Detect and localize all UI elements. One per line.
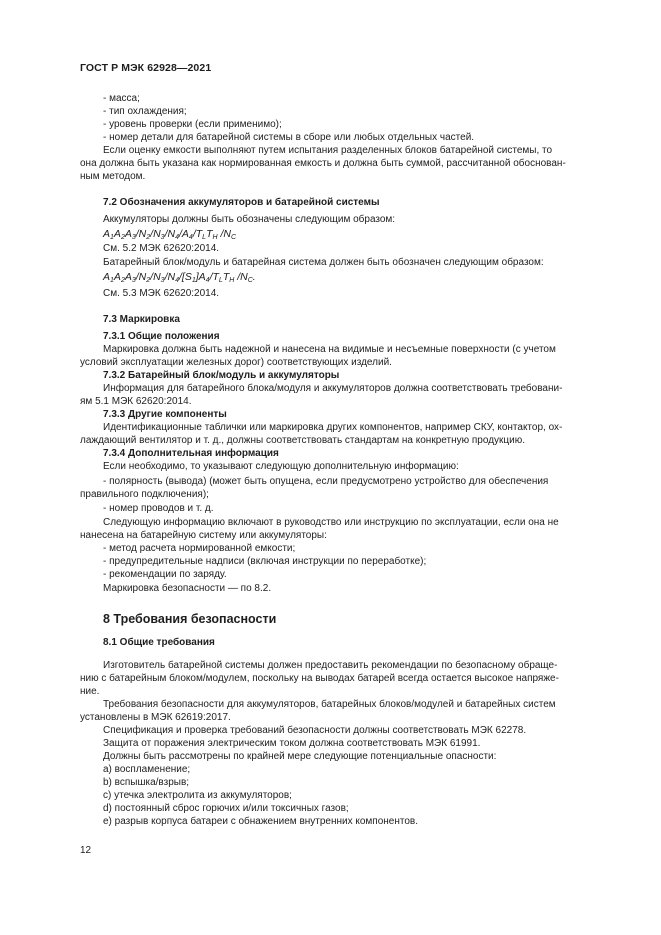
paragraph-line: Если необходимо, то указывают следующую дополнительную информацию: [103,461,459,472]
paragraph-line: Следующую информацию включают в руководство или инструкцию по эксплуатации, если она не [103,517,559,528]
standard-header: ГОСТ Р МЭК 62928—2021 [80,62,212,74]
list-item: - метод расчета нормированной емкости; [103,543,296,554]
chapter-heading: 8 Требования безопасности [103,612,277,626]
list-item: - уровень проверки (если применимо); [103,119,282,130]
section-heading: 7.3 Маркировка [103,314,180,325]
subsection-heading: 7.3.3 Другие компоненты [103,409,227,420]
paragraph-line: ние. [80,686,100,697]
page-number: 12 [80,845,92,856]
hazard-list-item: a) воспламенение; [103,764,191,775]
paragraph-line: условий эксплуатации железных дорог) соответствующих изделий. [80,357,392,368]
formula-block-designation: $A_1A_2A_3/N_2/N_3/N_4/[S_1]A_4/T_LT_H$ $/N_C$. [103,271,256,284]
reference-line: См. 5.2 МЭК 62620:2014. [103,243,220,254]
paragraph-line: Спецификация и проверка требований безопасности должны соответствовать МЭК 62278. [103,725,527,736]
paragraph-line: Если оценку емкости выполняют путем испытания разделенных блоков батарейной системы, то [103,145,553,156]
paragraph-line: лаждающий вентилятор и т. д., должны соответствовать стандартам на конкретную продукцию. [80,435,525,446]
reference-line: См. 5.3 МЭК 62620:2014. [103,288,220,299]
formula-cell-designation: $A_1A_2A_3/N_2/N_3/N_4/A_4/T_LT_H$ $/N_C$ [103,228,237,241]
paragraph-line: Маркировка должна быть надежной и нанесена на видимые и несъемные поверхности (с учетом [103,344,556,355]
paragraph-line: Маркировка безопасности — по 8.2. [103,583,272,594]
subsection-heading: 7.3.1 Общие положения [103,331,220,342]
list-item: - масса; [103,93,140,104]
hazard-list-item: c) утечка электролита из аккумуляторов; [103,790,292,801]
list-item: - предупредительные надписи (включая инструкции по переработке); [103,556,427,567]
paragraph-line: ям 5.1 МЭК 62620:2014. [80,396,192,407]
paragraph-line: Требования безопасности для аккумуляторов, батарейных блоков/модулей и батарейных систем [103,699,556,710]
hazard-list-item: e) разрыв корпуса батареи с обнажением внутренних компонентов. [103,816,419,827]
hazard-list-item: b) вспышка/взрыв; [103,777,190,788]
paragraph-line: Изготовитель батарейной системы должен предоставить рекомендации по безопасному обраще- [103,660,558,671]
paragraph-line: нанесена на батарейную систему или аккумуляторы: [80,530,327,541]
list-item: правильного подключения); [80,489,209,500]
list-item: - тип охлаждения; [103,106,187,117]
paragraph-line: Должны быть рассмотрены по крайней мере следующие потенциальные опасности: [103,751,497,762]
hazard-list-item: d) постоянный сброс горючих и/или токсичных газов; [103,803,349,814]
section-heading: 8.1 Общие требования [103,637,215,648]
paragraph-line: Информация для батарейного блока/модуля и аккумуляторов должна соответствовать требовани- [103,383,563,394]
paragraph-line: Батарейный блок/модуль и батарейная система должен быть обозначен следующим образом: [103,257,544,268]
list-item: - полярность (вывода) (может быть опущена, если предусмотрено устройство для обеспечения [103,476,549,487]
subsection-heading: 7.3.4 Дополнительная информация [103,448,279,459]
paragraph-line: Защита от поражения электрическим током должна соответствовать МЭК 61991. [103,738,481,749]
paragraph-line: Аккумуляторы должны быть обозначены следующим образом: [103,214,396,225]
subsection-heading: 7.3.2 Батарейный блок/модуль и аккумуляторы [103,370,340,381]
paragraph-line: ным методом. [80,171,146,182]
paragraph-line: она должна быть указана как нормированная емкость и должна быть суммой, рассчитанной обоснован- [80,158,566,169]
list-item: - номер детали для батарейной системы в сборе или любых отдельных частей. [103,132,475,143]
paragraph-line: нию с батарейным блоком/модулем, поскольку на выводах батарей всегда остается высокое напряже- [80,673,559,684]
paragraph-line: установлены в МЭК 62619:2017. [80,712,231,723]
paragraph-line: Идентификационные таблички или маркировка других компонентов, например СКУ, контактор, ох- [103,422,563,433]
section-heading: 7.2 Обозначения аккумуляторов и батарейной системы [103,197,380,208]
list-item: - номер проводов и т. д. [103,503,214,514]
list-item: - рекомендации по заряду. [103,569,227,580]
